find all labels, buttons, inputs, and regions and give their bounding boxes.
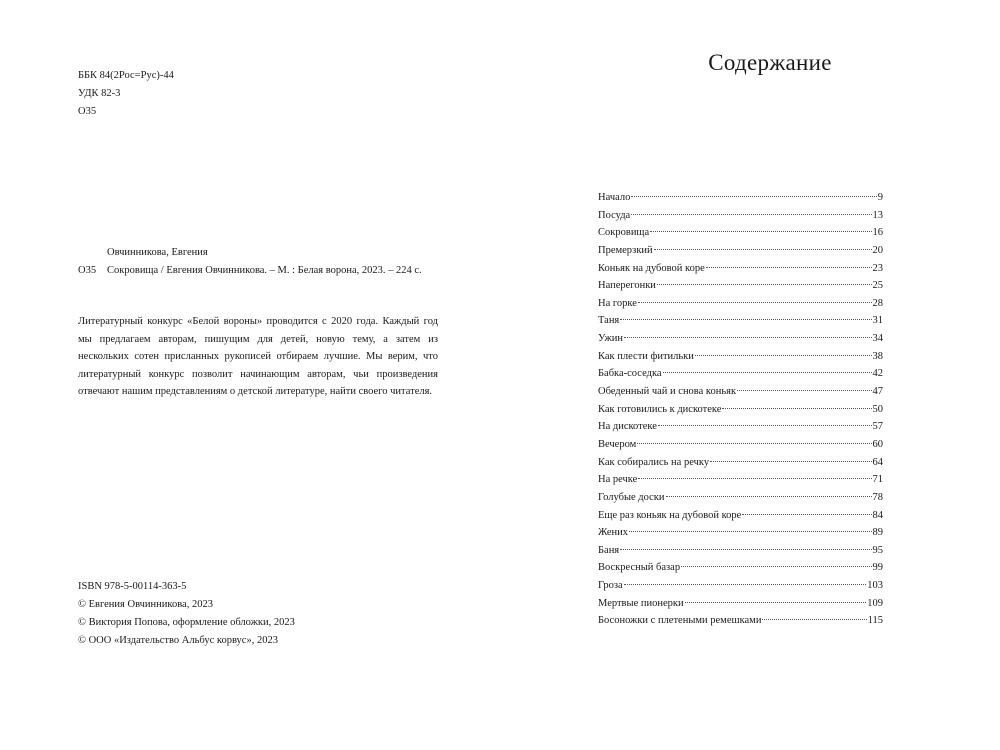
toc-entry [598, 224, 883, 242]
toc-dot-leader [695, 355, 872, 356]
record-author: Овчинникова, Евгения [107, 247, 208, 258]
toc-entry-page: 13 [872, 209, 883, 221]
toc-entry-page: 89 [872, 527, 883, 539]
toc-entry [598, 277, 883, 295]
toc-entry-page: 99 [872, 562, 883, 574]
toc-entry [598, 312, 883, 330]
table-of-contents [598, 189, 883, 630]
toc-entry-page: 60 [872, 438, 883, 450]
toc-entry [598, 295, 883, 313]
toc-entry [598, 542, 883, 560]
toc-entry-title: Сокровища [598, 227, 650, 239]
toc-entry-title: Вечером [598, 438, 637, 450]
toc-entry-title: Наперегонки [598, 280, 656, 292]
toc-entry-title: На дискотеке [598, 421, 657, 433]
toc-dot-leader [620, 319, 871, 320]
toc-entry-title: Как готовились к дискотеке [598, 403, 722, 415]
toc-dot-leader [710, 461, 871, 462]
toc-entry [598, 242, 883, 260]
toc-entry-page: 84 [872, 509, 883, 521]
toc-entry-title: Как собирались на речку [598, 456, 710, 468]
toc-entry [598, 260, 883, 278]
toc-dot-leader [681, 566, 871, 567]
toc-entry-title: Коньяк на дубовой коре [598, 262, 705, 274]
author-sign: О35 [78, 106, 97, 117]
toc-entry [598, 489, 883, 507]
toc-entry [598, 471, 883, 489]
toc-entry [598, 418, 883, 436]
toc-dot-leader [722, 408, 871, 409]
toc-entry [598, 612, 883, 630]
copyright-publisher: © ООО «Издательство Альбус корвус», 2023 [78, 635, 278, 646]
toc-dot-leader [706, 267, 872, 268]
toc-entry [598, 383, 883, 401]
toc-entry-page: 64 [872, 456, 883, 468]
toc-entry-title: Бабка-соседка [598, 368, 662, 380]
toc-entry [598, 507, 883, 525]
toc-entry-title: Начало [598, 192, 631, 203]
record-description: Сокровища / Евгения Овчинникова. – М. : Белая ворона, 2023. – 224 с. [107, 265, 422, 276]
toc-entry-title: Как плести фитильки [598, 350, 694, 362]
toc-entry-page: 103 [867, 580, 883, 592]
toc-entry-title: Жених [598, 527, 629, 539]
toc-entry-page: 38 [872, 350, 883, 362]
record-author-code: О35 [78, 265, 97, 276]
toc-dot-leader [685, 602, 867, 603]
classification-codes [78, 67, 174, 121]
toc-entry-title: Баня [598, 544, 620, 556]
record-description-row [78, 262, 458, 280]
toc-dot-leader [666, 496, 872, 497]
toc-entry-page: 109 [867, 597, 883, 609]
toc-entry-page: 31 [872, 315, 883, 327]
toc-entry-title: На горке [598, 297, 637, 309]
annotation-text: Литературный конкурс «Белой вороны» проводится с 2020 года. Каждый год мы предлагаем авторам, пишущим для детей, новую тему, а затем из нескольких сотен присланных рукописей отбираем лучшие. Мы верим, что литературный конкурс позволит начинающим авторам, чьи произведения отвечают нашим представлениям о детской литературе, найти своего читателя. [78, 316, 438, 397]
udk-code: УДК 82-3 [78, 88, 121, 99]
toc-entry-page: 95 [872, 544, 883, 556]
toc-entry-page: 25 [872, 280, 883, 292]
toc-dot-leader [624, 584, 867, 585]
copyright-author: © Евгения Овчинникова, 2023 [78, 599, 213, 610]
toc-entry-page: 71 [872, 474, 883, 486]
toc-entry [598, 559, 883, 577]
toc-dot-leader [657, 284, 872, 285]
toc-entry-page: 50 [872, 403, 883, 415]
isbn: ISBN 978-5-00114-363-5 [78, 581, 187, 592]
toc-entry-title: Мертвые пионерки [598, 597, 684, 609]
toc-entry-page: 47 [872, 386, 883, 398]
toc-entry-page: 23 [872, 262, 883, 274]
bbk-code: ББК 84(2Рос=Рус)-44 [78, 70, 174, 81]
toc-entry [598, 524, 883, 542]
right-page [500, 0, 1000, 750]
toc-entry-title: Гроза [598, 580, 623, 592]
toc-entry-title: Воскресный базар [598, 562, 681, 574]
toc-entry [598, 207, 883, 225]
toc-dot-leader [620, 549, 871, 550]
toc-dot-leader [742, 514, 871, 515]
toc-entry-title: На речке [598, 474, 638, 486]
toc-dot-leader [762, 619, 866, 620]
toc-entry-title: Ужин [598, 333, 624, 345]
toc-entry-page: 57 [872, 421, 883, 433]
toc-entry-title: Еще раз коньяк на дубовой коре [598, 509, 742, 521]
toc-dot-leader [624, 337, 871, 338]
toc-dot-leader [631, 214, 871, 215]
bibliographic-record [78, 244, 458, 280]
toc-entry [598, 365, 883, 383]
toc-entry-page: 20 [872, 244, 883, 256]
copyright-cover: © Виктория Попова, оформление обложки, 2023 [78, 617, 295, 628]
toc-entry-page: 115 [867, 615, 883, 627]
toc-entry [598, 595, 883, 613]
toc-dot-leader [631, 196, 876, 197]
toc-entry-title: Премерзкий [598, 244, 653, 256]
toc-entry-title: Таня [598, 315, 620, 327]
toc-entry [598, 189, 883, 207]
toc-entry [598, 330, 883, 348]
toc-dot-leader [663, 372, 872, 373]
toc-entry-page: 42 [872, 368, 883, 380]
toc-entry [598, 401, 883, 419]
toc-dot-leader [654, 249, 872, 250]
toc-dot-leader [638, 478, 871, 479]
copyright-block [78, 578, 295, 650]
toc-entry-page: 16 [872, 227, 883, 239]
toc-entry-title: Посуда [598, 209, 631, 221]
toc-entry [598, 348, 883, 366]
toc-entry-page: 9 [877, 192, 883, 203]
toc-dot-leader [650, 231, 871, 232]
toc-entry [598, 454, 883, 472]
toc-entry-title: Голубые доски [598, 491, 665, 503]
toc-entry-page: 78 [872, 491, 883, 503]
toc-dot-leader [629, 531, 871, 532]
toc-dot-leader [638, 302, 872, 303]
toc-title: Содержание [708, 50, 832, 75]
toc-dot-leader [737, 390, 871, 391]
toc-dot-leader [658, 425, 872, 426]
toc-entry-title: Обеденный чай и снова коньяк [598, 386, 737, 398]
toc-entry-title: Босоножки с плетеными ремешками [598, 615, 762, 627]
toc-entry-page: 34 [872, 333, 883, 345]
toc-entry [598, 577, 883, 595]
toc-dot-leader [637, 443, 871, 444]
toc-entry-page: 28 [872, 297, 883, 309]
toc-entry [598, 436, 883, 454]
